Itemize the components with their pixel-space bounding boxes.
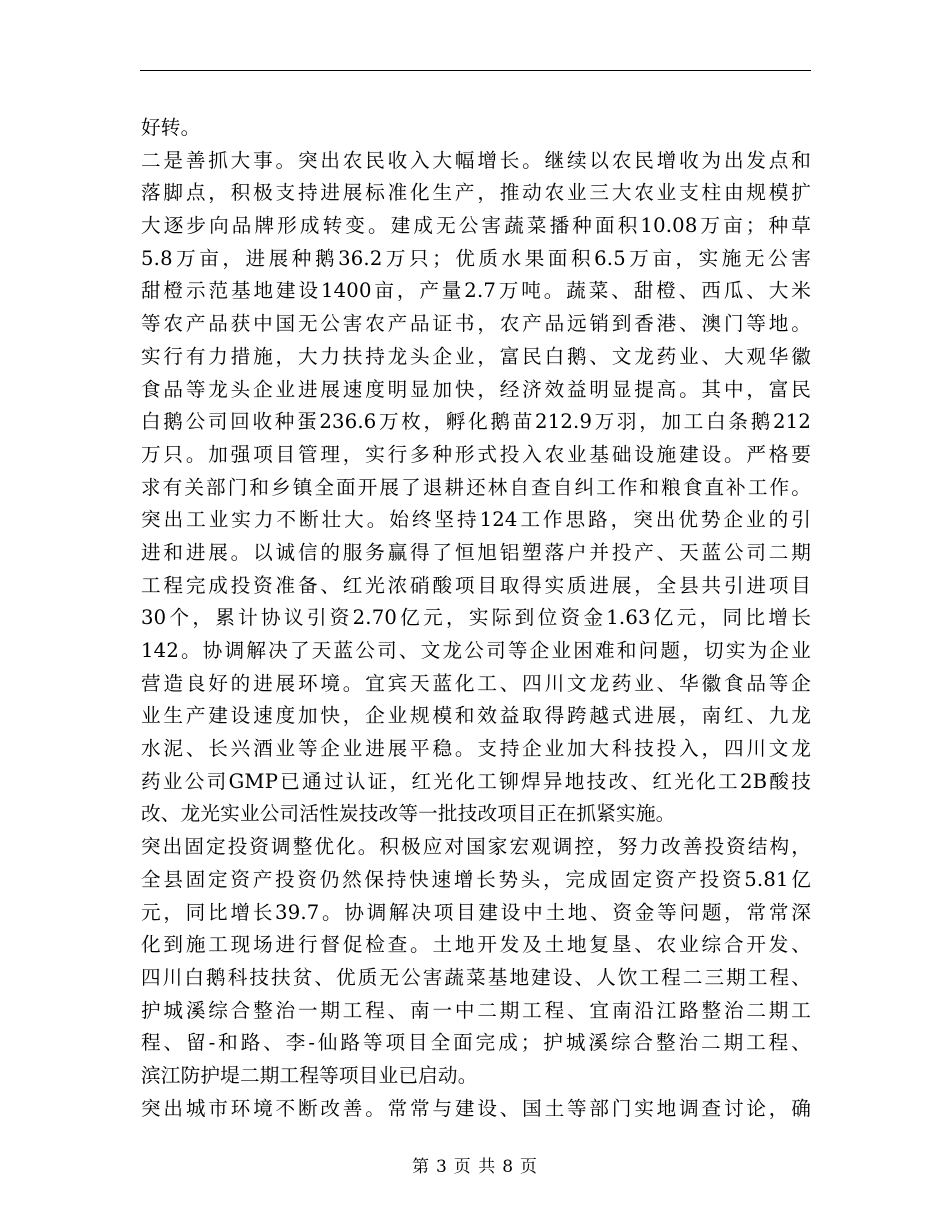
footer-total-pages: 8	[502, 1157, 515, 1177]
footer-prefix: 第	[411, 1157, 430, 1177]
text-line: 好转。	[141, 116, 201, 139]
text-line: 30个，累计协议引资2.70亿元，实际到位资金1.63亿元，同比增长	[141, 606, 811, 630]
text-line: 落脚点，积极支持进展标准化生产，推动农业三大农业支柱由规模扩	[141, 181, 811, 205]
text-line: 5.8万亩，进展种鹅36.2万只；优质水果面积6.5万亩，实施无公害	[141, 246, 811, 270]
footer-current-page: 3	[435, 1157, 448, 1177]
text-line: 护城溪综合整治一期工程、南一中二期工程、宜南沿江路整治二期工	[141, 998, 811, 1022]
text-line: 进和进展。以诚信的服务赢得了恒旭铝塑落户并投产、天蓝公司二期	[141, 540, 811, 564]
text-line: 滨江防护堤二期工程等项目业已启动。	[141, 1063, 478, 1087]
text-line: 改、龙光实业公司活性炭技改等一批技改项目正在抓紧实施。	[141, 802, 676, 826]
text-line: 白鹅公司回收种蛋236.6万枚，孵化鹅苗212.9万羽，加工白条鹅212	[141, 410, 811, 434]
text-line: 工程完成投资准备、红光浓硝酸项目取得实质进展，全县共引进项目	[141, 573, 811, 597]
text-line: 水泥、长兴酒业等企业进展平稳。支持企业加大科技投入，四川文龙	[141, 737, 811, 761]
text-line: 甜橙示范基地建设1400亩，产量2.7万吨。蔬菜、甜橙、西瓜、大米	[141, 279, 811, 303]
text-line: 突出城市环境不断改善。常常与建设、国土等部门实地调查讨论，确	[141, 1096, 811, 1120]
text-line: 药业公司GMP已通过认证，红光化工铆焊异地技改、红光化工2B酸技	[141, 769, 811, 793]
text-line: 二是善抓大事。突出农民收入大幅增长。继续以农民增收为出发点和	[141, 148, 811, 172]
text-line: 突出工业实力不断壮大。始终坚持124工作思路，突出优势企业的引	[141, 508, 811, 532]
text-line: 大逐步向品牌形成转变。建成无公害蔬菜播种面积10.08万亩；种草	[141, 214, 811, 238]
text-line: 等农产品获中国无公害农产品证书，农产品远销到香港、澳门等地。	[141, 312, 811, 336]
text-line: 求有关部门和乡镇全面开展了退耕还林自查自纠工作和粮食直补工作。	[141, 475, 811, 499]
footer-suffix: 页	[520, 1157, 539, 1177]
text-line: 程、留-和路、李-仙路等项目全面完成；护城溪综合整治二期工程、	[141, 1031, 811, 1055]
text-line: 四川白鹅科技扶贫、优质无公害蔬菜基地建设、人饮工程二三期工程、	[141, 965, 811, 989]
document-body	[141, 112, 811, 1125]
page-footer	[0, 1152, 950, 1177]
header-rule	[140, 70, 811, 71]
text-line: 化到施工现场进行督促检查。土地开发及土地复垦、农业综合开发、	[141, 933, 811, 957]
footer-mid: 页 共	[453, 1157, 497, 1177]
text-line: 食品等龙头企业进展速度明显加快，经济效益明显提高。其中，富民	[141, 377, 811, 401]
text-line: 元，同比增长39.7。协调解决项目建设中土地、资金等问题，常常深	[141, 900, 811, 924]
text-line: 142。协调解决了天蓝公司、文龙公司等企业困难和问题，切实为企业	[141, 639, 811, 662]
text-line: 全县固定资产投资仍然保持快速增长势头，完成固定资产投资5.81亿	[141, 867, 811, 891]
text-line: 实行有力措施，大力扶持龙头企业，富民白鹅、文龙药业、大观华徽	[141, 344, 811, 368]
text-line: 业生产建设速度加快，企业规模和效益取得跨越式进展，南红、九龙	[141, 704, 811, 728]
text-line: 突出固定投资调整优化。积极应对国家宏观调控，努力改善投资结构，	[141, 835, 811, 859]
text-line: 营造良好的进展环境。宜宾天蓝化工、四川文龙药业、华徽食品等企	[141, 671, 811, 695]
text-line: 万只。加强项目管理，实行多种形式投入农业基础设施建设。严格要	[141, 442, 811, 466]
